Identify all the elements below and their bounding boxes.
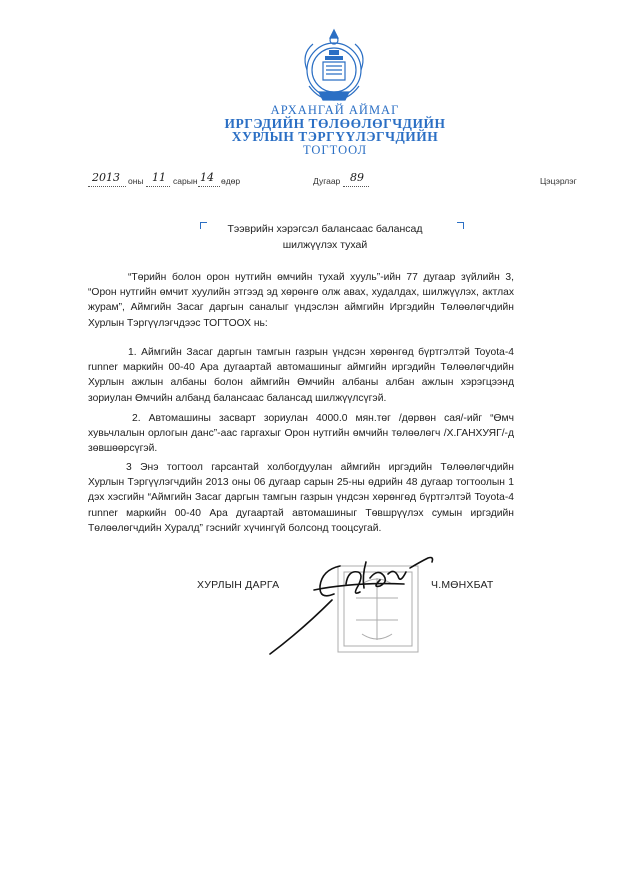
signatory-role: ХУРЛЫН ДАРГА [197, 579, 280, 591]
handwritten-signature-icon [262, 548, 452, 658]
body-paragraph-item-3: 3 Энэ тогтоол гарсантай холбогдуулан аймгийн иргэдийн Төлөөлөгчдийн Хурлын Тэргүүлэгчдийн 2013 оны 06 дугаар сарын 25-ны өдрийн 48 дугаар тогтоолын 1 дэх хэсгийн “Аймгийн Засаг даргын тамгын газрын үндсэн хөрөнгөд бүртгэлтэй Toyota-4 runner маркийн 00-40 Ара дугаартай автомашиныг Төвшрүүлэх сумын иргэдийн Төлөөлөгчдийн Хуралд” гэснийг хүчингүй болсонд тооцсугай. [88, 462, 514, 534]
document-title [190, 222, 460, 254]
header-presidium: ХУРЛЫН ТЭРГҮҮЛЭГЧДИЙН [231, 129, 439, 144]
body-paragraph-item-1: 1. Аймгийн Засаг даргын тамгын газрын үндсэн хөрөнгөд бүртгэлтэй Toyota-4 runner маркийн 00-40 Ара дугаартай автомашиныг аймгийн иргэдийн Төлөөлөгчдийн Хурлын ажлын албаны болон аймгийн Өмчийн албаны албан ажлын хэрэгцээнд зориулан Өмчийн албанд балансаас балансад шилжүүлсүгэй. [88, 347, 514, 404]
resolution-number-underline [343, 186, 369, 187]
state-emblem-icon [295, 26, 373, 106]
resolution-number: 89 [350, 171, 364, 184]
signatory-name: Ч.МӨНХБАТ [431, 579, 494, 591]
date-month: 11 [152, 171, 166, 184]
body-paragraph-preamble: “Төрийн болон орон нутгийн өмчийн тухай хууль”-ийн 77 дугаар зүйлийн 3, “Орон нутгийн өмчит хуулийн этгээд эд хөрөнгө олж авах, худалдах, шилжүүлэх, актлах журам”, Аймгийн Засаг даргын саналыг үндэслэн аймгийн Иргэдийн Төлөөлөгчдийн Хурлын Тэргүүлэгчдээс ТОГТООХ нь: [88, 272, 514, 329]
header-aimag: АРХАНГАЙ АЙМАГ [270, 103, 400, 117]
date-year-suffix: оны [128, 176, 144, 186]
date-year: 2013 [92, 171, 120, 184]
resolution-number-label: Дугаар [313, 176, 341, 186]
date-day: 14 [200, 171, 214, 184]
date-day-underline [198, 186, 220, 187]
date-month-suffix: сарын [173, 176, 198, 186]
place-name: Цэцэрлэг [540, 176, 577, 186]
date-year-underline [88, 186, 126, 187]
header-council: ИРГЭДИЙН ТӨЛӨӨЛӨГЧДИЙН [224, 116, 446, 131]
title-line-2: шилжүүлэх тухай [282, 238, 368, 251]
header-resolution: ТОГТООЛ [302, 143, 368, 157]
title-line-1: Тээврийн хэрэгсэл балансаас балансад [227, 223, 423, 235]
body-paragraph-item-2: 2. Автомашины засварт зориулан 4000.0 мян.төг /дөрвөн сая/-ийг “Өмч хувьчлалын орлогын данс”-аас гаргахыг Орон нутгийн өмчийн төлөөлөгч /Х.ГАНХУЯГ/-д зөвшөөрсүгэй. [88, 413, 514, 455]
date-day-suffix: өдөр [221, 176, 241, 186]
date-month-underline [146, 186, 170, 187]
